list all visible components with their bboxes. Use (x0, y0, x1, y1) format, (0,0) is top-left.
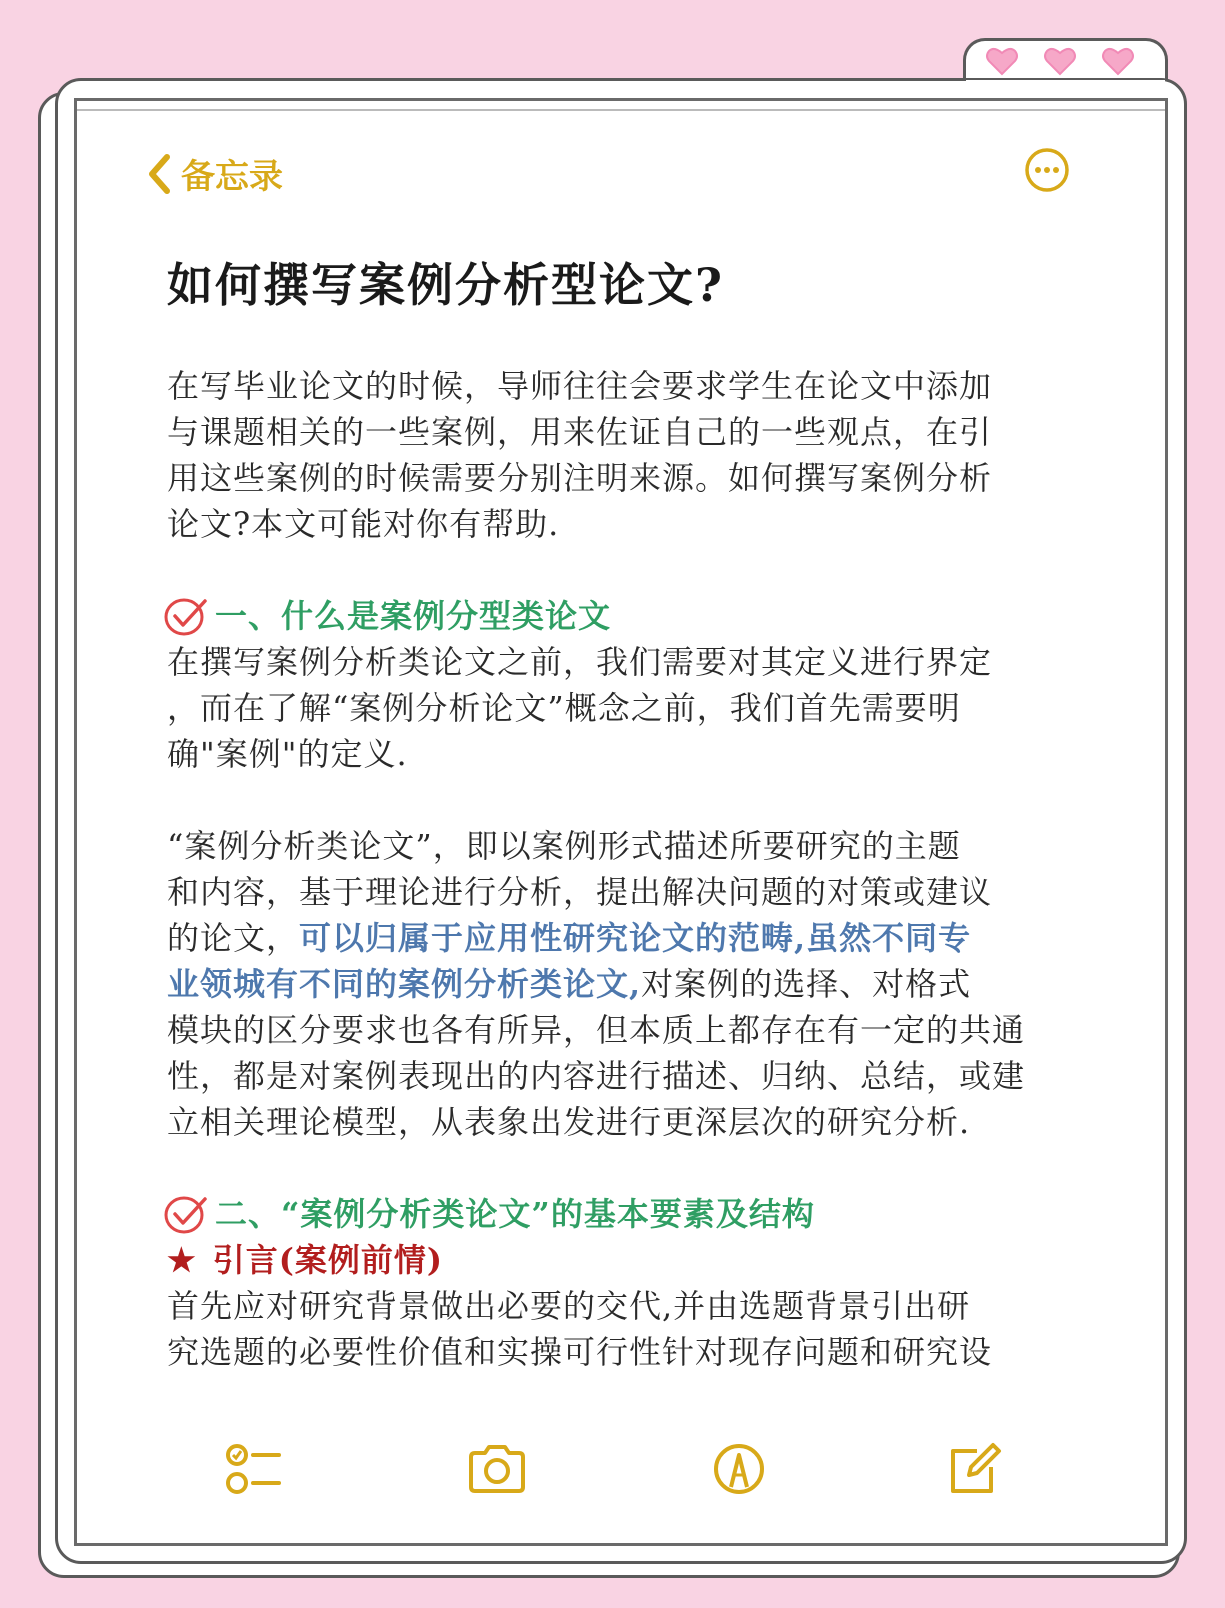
bottom-toolbar (77, 1441, 1165, 1501)
body-line: 立相关理论模型，从表象出发进行更深层次的研究分析. (167, 1103, 971, 1141)
checklist-icon[interactable] (225, 1441, 285, 1497)
check-circle-icon (163, 594, 209, 638)
body-line: 究选题的必要性价值和实操可行性针对现存问题和研究设 (167, 1333, 993, 1371)
intro-line: 在写毕业论文的时候，导师往往会要求学生在论文中添加 (167, 367, 993, 405)
body-line: ，而在了解“案例分析论文”概念之前，我们首先需要明 (167, 689, 961, 727)
heart-icon (1101, 44, 1135, 78)
sub-heading-text: 引言(案例前情) (212, 1241, 443, 1279)
star-icon: ★ (167, 1241, 197, 1279)
intro-line: 论文?本文可能对你有帮助. (167, 505, 560, 543)
sub-heading (167, 1237, 1037, 1283)
section-heading (163, 1191, 1037, 1237)
more-options-icon[interactable] (1024, 147, 1070, 193)
back-button[interactable] (147, 149, 283, 198)
notes-screen (74, 98, 1168, 1546)
chevron-left-icon (147, 153, 171, 195)
section-heading (163, 593, 1037, 639)
body-line: 确"案例"的定义. (167, 735, 408, 773)
body-line: 首先应对研究背景做出必要的交代,并由选题背景引出研 (167, 1287, 971, 1325)
note-body[interactable] (167, 363, 1037, 1375)
note-title: 如何撰写案例分析型论文? (167, 258, 724, 312)
heart-icon (1043, 44, 1077, 78)
intro-line: 与课题相关的一些案例，用来佐证自己的一些观点，在引 (167, 413, 993, 451)
camera-icon[interactable] (467, 1441, 527, 1497)
highlight-text: 可以归属于应用性研究论文的范畴,虽然不同专 (299, 919, 972, 957)
back-label: 备忘录 (181, 157, 283, 197)
hearts-decoration (985, 44, 1135, 78)
highlight-text: 业领城有不同的案例分析类论文, (167, 965, 642, 1003)
body-line: 和内容，基于理论进行分析，提出解决问题的对策或建议 (167, 873, 993, 911)
section-heading-text: 二、“案例分析类论文”的基本要素及结构 (215, 1195, 815, 1233)
divider (77, 109, 1165, 111)
body-line: 业领城有不同的案例分析类论文,对案例的选择、对格式 (167, 965, 972, 1003)
heart-icon (985, 44, 1019, 78)
compose-icon[interactable] (945, 1441, 1005, 1497)
intro-line: 用这些案例的时候需要分别注明来源。如何撰写案例分析 (167, 459, 993, 497)
body-line: 在撰写案例分析类论文之前，我们需要对其定义进行界定 (167, 643, 993, 681)
body-line: 的论文，可以归属于应用性研究论文的范畴,虽然不同专 (167, 919, 972, 957)
pen-markup-icon[interactable] (709, 1441, 769, 1497)
section-heading-text: 一、什么是案例分型类论文 (215, 597, 612, 635)
body-line: 模块的区分要求也各有所异，但本质上都存在有一定的共通 (167, 1011, 1026, 1049)
check-circle-icon (163, 1192, 209, 1236)
body-line: “案例分析类论文”，即以案例形式描述所要研究的主题 (167, 827, 961, 865)
body-line: 性，都是对案例表现出的内容进行描述、归纳、总结，或建 (167, 1057, 1026, 1095)
